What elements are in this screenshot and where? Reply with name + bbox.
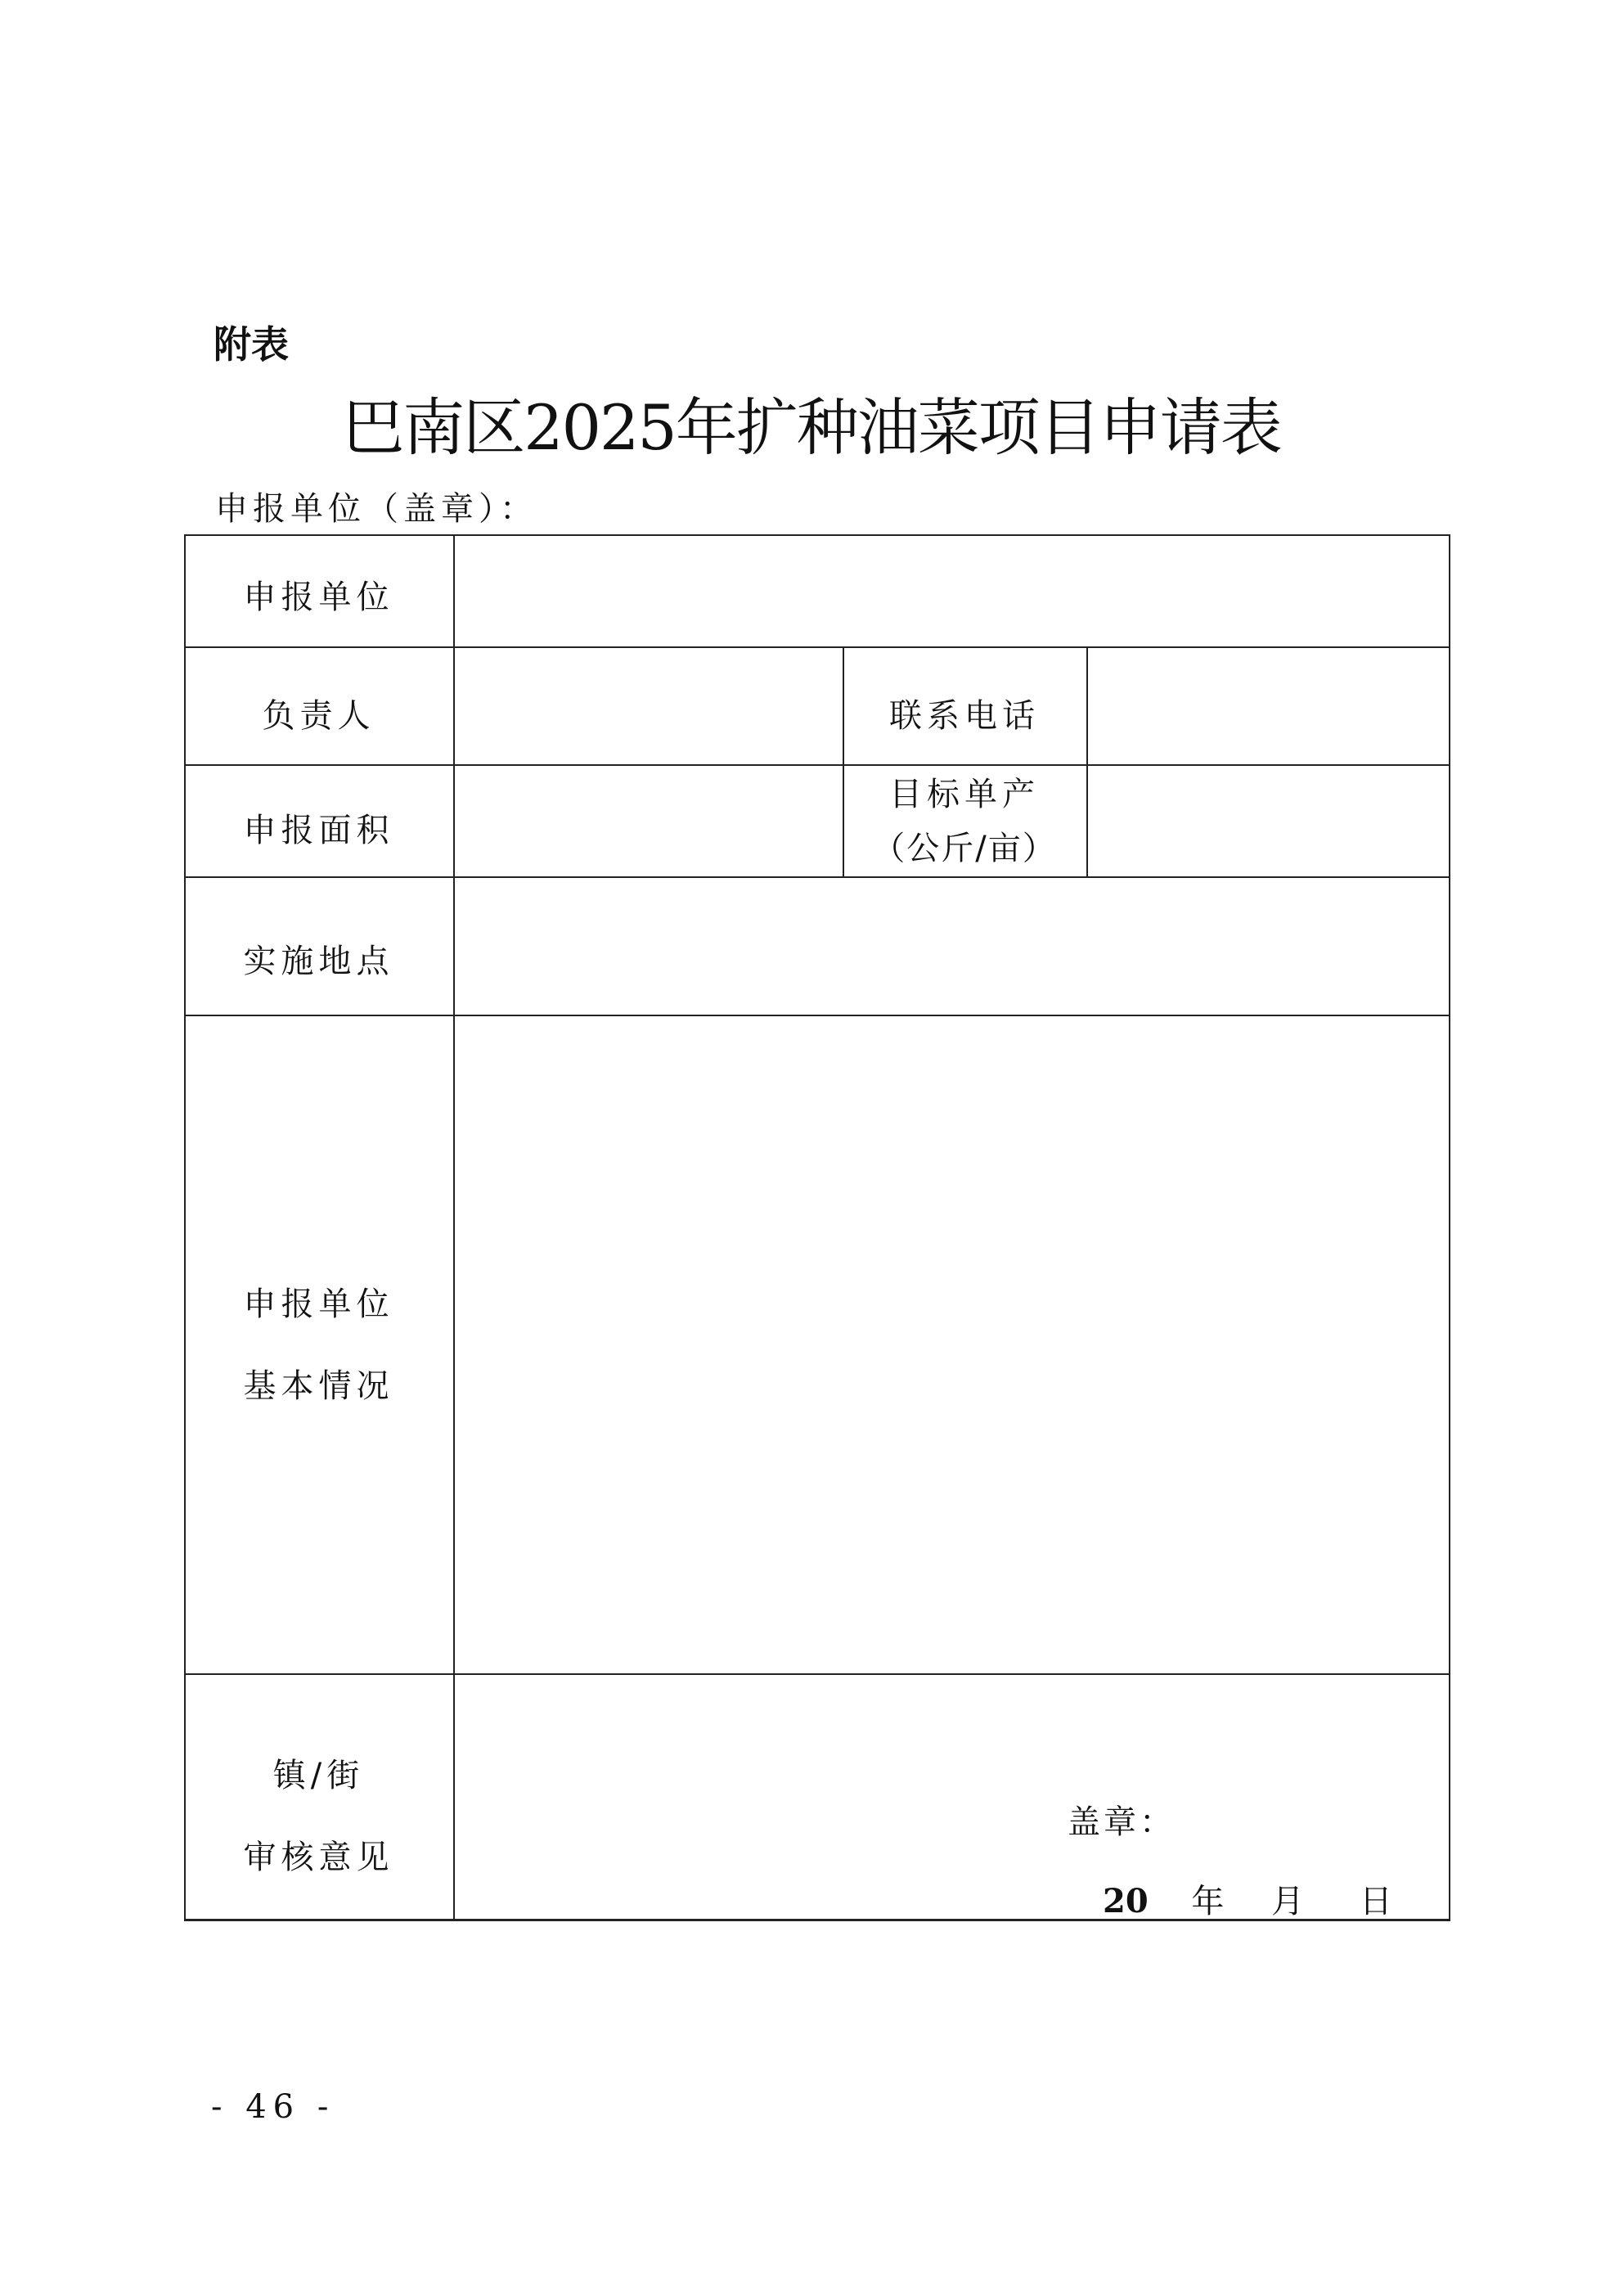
attachment-label: 附表 (214, 322, 289, 367)
table-border-right (1449, 534, 1450, 1920)
label-text: 实施地点 (243, 943, 394, 980)
label-text: 审核意见 (243, 1839, 394, 1876)
date-month-label: 月 (1271, 1883, 1305, 1920)
applicant-seal-line: 申报单位（盖章）： (215, 490, 537, 528)
date-year-prefix: 20 (1103, 1882, 1149, 1920)
page-number: - 46 - (211, 2088, 335, 2126)
date-year-label: 年 (1191, 1883, 1225, 1920)
label-unit-text: （公斤/亩） (872, 829, 1057, 867)
label-text: 负责人 (262, 697, 375, 735)
label-text: 申报单位 (243, 1285, 394, 1323)
seal-label: 盖章： (1068, 1803, 1176, 1841)
label-text: 联系电话 (889, 697, 1040, 735)
page-title: 巴南区2025年扩种油菜项目申请表 (342, 391, 1281, 464)
person-in-charge-field[interactable] (455, 648, 843, 764)
label-basic-info (184, 1016, 453, 1673)
basic-info-field[interactable] (455, 1016, 1449, 1673)
label-person-in-charge (184, 655, 453, 777)
contact-phone-field[interactable] (1088, 648, 1449, 764)
date-line (1103, 1875, 1392, 1922)
label-text: 目标单产 (889, 775, 1040, 813)
location-field[interactable] (455, 878, 1449, 1015)
label-town-review (184, 1710, 453, 1923)
label-target-yield (843, 766, 1086, 876)
label-location (184, 892, 453, 1031)
label-text: 申报面积 (243, 812, 394, 849)
application-area-field[interactable] (455, 766, 843, 876)
label-text: 基本情况 (243, 1366, 394, 1405)
date-day-label: 日 (1359, 1883, 1392, 1920)
label-text: 申报单位 (243, 579, 394, 616)
label-text: 镇/街 (272, 1757, 365, 1794)
label-application-area (184, 769, 453, 892)
label-contact-phone (843, 655, 1086, 777)
target-yield-field[interactable] (1088, 766, 1449, 876)
applicant-unit-field[interactable] (455, 536, 1449, 646)
label-applicant-unit (184, 536, 453, 659)
